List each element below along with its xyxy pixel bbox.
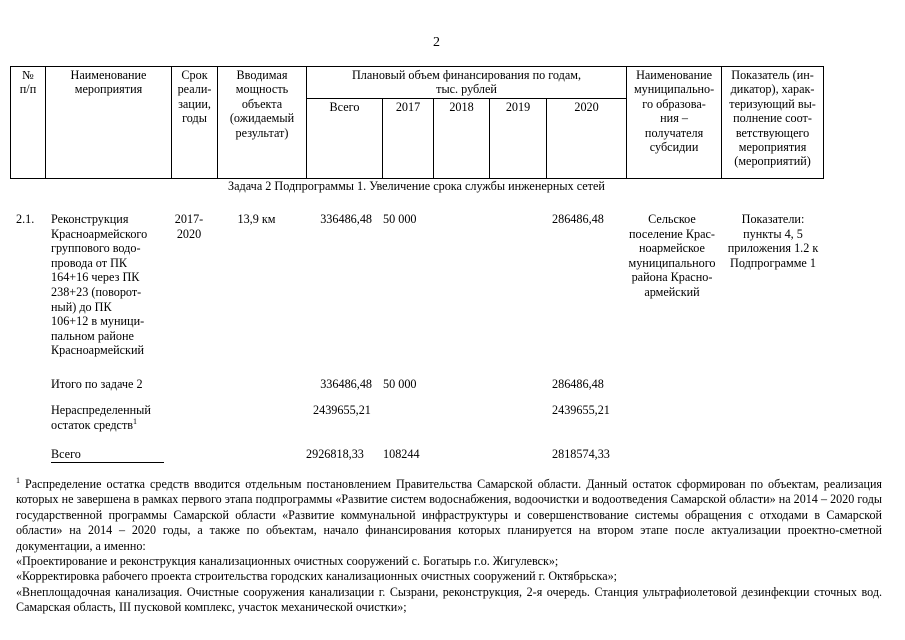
header-2017: 2017 <box>383 99 434 179</box>
header-term: Срок реали- зации, годы <box>172 67 218 179</box>
unallocated-2020: 2439655,21 <box>552 403 610 417</box>
row-num: 2.1. <box>16 212 35 226</box>
unallocated-total: 2439655,21 <box>313 403 371 417</box>
header-num: № п/п <box>11 67 46 179</box>
grand-total-2017: 108244 <box>383 447 420 461</box>
subtotal-2020: 286486,48 <box>552 377 604 391</box>
grand-total-total: 2926818,33 <box>306 447 364 461</box>
footnote-paragraph <box>16 477 882 554</box>
header-funding: Плановый объем финансирования по годам, тыс. рублей <box>307 67 627 99</box>
subtotal-total: 336486,48 <box>320 377 372 391</box>
header-2018: 2018 <box>434 99 490 179</box>
row-capacity: 13,9 км <box>237 212 276 226</box>
grand-total-2020: 2818574,33 <box>552 447 610 461</box>
footnote-item: «Проектирование и реконструкция канализационных очистных сооружений с. Богатырь г.о. Жигулевск»; <box>16 554 559 569</box>
row-indicator: Показатели: пункты 4, 5 приложения 1.2 к Подпрограмме 1 <box>727 212 819 270</box>
footnote-item: «Внеплощадочная канализация. Очистные сооружения канализации г. Сызрани, реконструкция, 2-я очередь. Станция ультрафиолетовой дезинфекции сточных вод. Самарская область, III пусковой комплекс, участок механической очистки»; <box>16 584 882 615</box>
header-capacity: Вводимая мощность объекта (ожидаемый результат) <box>218 67 307 179</box>
footnote-item: «Корректировка рабочего проекта строительства городских канализационных очистных сооружений г. Октябрьска»; <box>16 569 618 584</box>
footnote-mark: 1 <box>16 475 20 485</box>
header-table <box>10 66 824 179</box>
header-2019: 2019 <box>490 99 547 179</box>
page-number: 2 <box>433 35 440 50</box>
row-term: 2017- 2020 <box>174 212 204 241</box>
unallocated-footnote-mark: 1 <box>133 416 138 426</box>
task-title: Задача 2 Подпрограммы 1. Увеличение срока службы инженерных сетей <box>228 179 605 193</box>
header-indicator: Показатель (ин- дикатор), харак- теризующий вы- полнение соот- ветствующего мероприятия (мероприятий) <box>722 67 824 179</box>
footnote <box>16 477 882 616</box>
unallocated-label <box>51 403 173 432</box>
row-2020: 286486,48 <box>552 212 604 226</box>
unallocated-label-text: Нераспределенный остаток средств <box>51 403 151 432</box>
subtotal-2017: 50 000 <box>383 377 417 391</box>
subtotal-label: Итого по задаче 2 <box>51 377 143 391</box>
header-municipality: Наименование муниципально- го образова- ния – получателя субсидии <box>627 67 722 179</box>
grand-total-label: Всего <box>51 447 164 463</box>
row-municipality: Сельское поселение Крас- ноармейское муниципального района Красно- армейский <box>628 212 716 299</box>
header-2020: 2020 <box>547 99 627 179</box>
row-total: 336486,48 <box>320 212 372 226</box>
row-name: Реконструкция Красноармейского группового водо- провода от ПК 164+16 через ПК 238+23 (поворот- ный) до ПК 106+12 в муници- пальном районе Красноармейский <box>51 212 148 358</box>
row-2017: 50 000 <box>383 212 417 226</box>
footnote-text: Распределение остатка средств вводится отдельным постановлением Правительства Самарской области. Данный остаток сформирован по объектам, реализация которых не завершена в рамках первого этапа подпрограммы «Развитие систем водоснабжения, водоочистки и водоотведения Самарской области» на 2014 – 2020 годы государственной программы Самарской области «Развитие коммунальной инфраструктуры и совершенствование системы обращения с отходами в Самарской области» на 2014 – 2020 годы, а также по объектам, начало финансирования которых планируется на втором этапе после актуализации проектно-сметной документации, а именно: <box>16 477 882 553</box>
header-total: Всего <box>307 99 383 179</box>
header-name: Наименование мероприятия <box>46 67 172 179</box>
